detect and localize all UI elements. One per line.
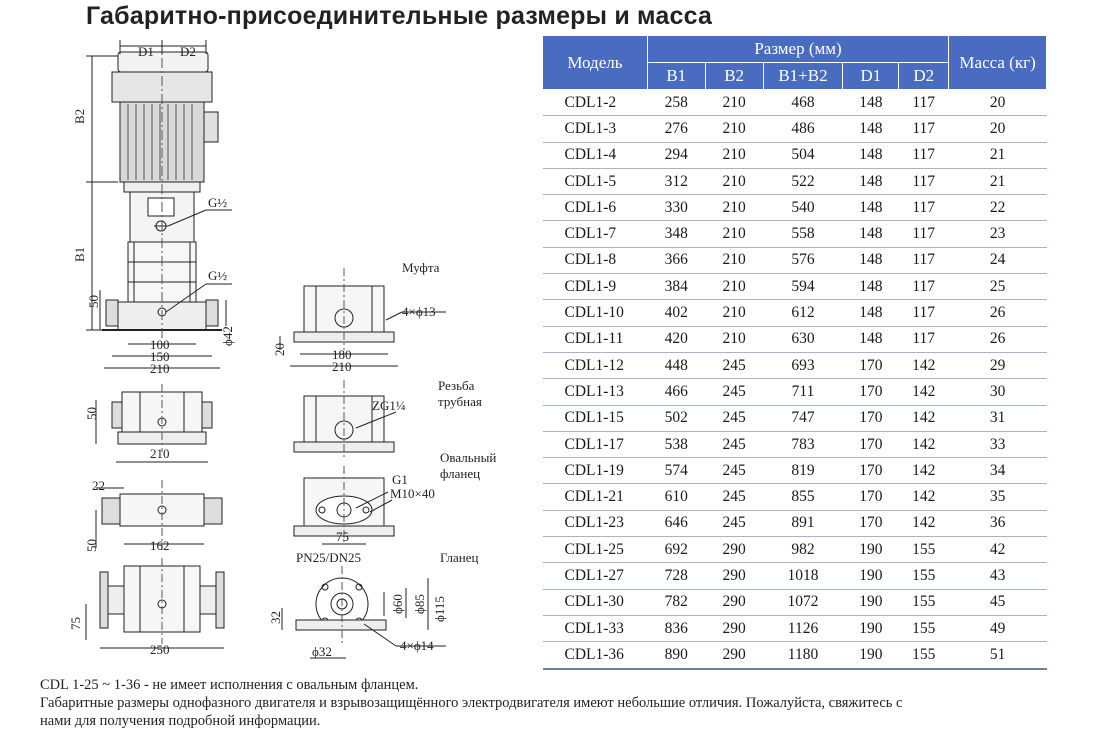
table-row: [543, 116, 1047, 142]
value-cell: 576: [763, 247, 843, 273]
label-holes-13: 4×ϕ13: [402, 304, 436, 319]
label-g-half-mid: G½: [208, 268, 228, 283]
value-cell: 891: [763, 510, 843, 536]
table-row: [543, 326, 1047, 352]
label-180: 180: [332, 347, 352, 362]
page-title: Габаритно-присоединительные размеры и масса: [86, 2, 713, 30]
value-cell: 290: [705, 563, 763, 589]
value-cell: 117: [899, 90, 949, 116]
thread-view: [294, 380, 396, 460]
label-oval-1: Овальный: [440, 450, 497, 465]
table-row: [543, 90, 1047, 116]
value-cell: 448: [647, 352, 705, 378]
value-cell: 630: [763, 326, 843, 352]
value-cell: 23: [949, 221, 1047, 247]
value-cell: 117: [899, 300, 949, 326]
value-cell: 290: [705, 642, 763, 669]
value-cell: 43: [949, 563, 1047, 589]
label-phi32: ϕ32: [312, 644, 332, 659]
model-cell: CDL1-10: [543, 300, 648, 326]
value-cell: 33: [949, 431, 1047, 457]
label-rezba-2: трубная: [438, 394, 482, 409]
value-cell: 142: [899, 510, 949, 536]
label-250: 250: [150, 642, 170, 657]
value-cell: 610: [647, 484, 705, 510]
value-cell: 148: [843, 221, 899, 247]
value-cell: 117: [899, 221, 949, 247]
value-cell: 148: [843, 326, 899, 352]
header-b1: B1: [647, 63, 705, 90]
value-cell: 170: [843, 352, 899, 378]
table-row: [543, 458, 1047, 484]
table-row: [543, 431, 1047, 457]
value-cell: 210: [705, 116, 763, 142]
value-cell: 330: [647, 195, 705, 221]
value-cell: 312: [647, 168, 705, 194]
value-cell: 148: [843, 195, 899, 221]
header-b1b2: B1+B2: [763, 63, 843, 90]
table-row: [543, 484, 1047, 510]
label-50: 50: [86, 295, 101, 308]
model-cell: CDL1-17: [543, 431, 648, 457]
value-cell: 155: [899, 537, 949, 563]
value-cell: 22: [949, 195, 1047, 221]
value-cell: 245: [705, 379, 763, 405]
table-row: [543, 405, 1047, 431]
value-cell: 486: [763, 116, 843, 142]
value-cell: 170: [843, 484, 899, 510]
value-cell: 26: [949, 300, 1047, 326]
value-cell: 819: [763, 458, 843, 484]
value-cell: 502: [647, 405, 705, 431]
label-pn: PN25/DN25: [296, 550, 362, 565]
value-cell: 468: [763, 90, 843, 116]
model-cell: CDL1-19: [543, 458, 648, 484]
model-cell: CDL1-30: [543, 589, 648, 615]
value-cell: 170: [843, 431, 899, 457]
model-cell: CDL1-33: [543, 615, 648, 641]
value-cell: 210: [705, 247, 763, 273]
model-cell: CDL1-21: [543, 484, 648, 510]
label-g1: G1: [392, 472, 408, 487]
value-cell: 155: [899, 563, 949, 589]
value-cell: 348: [647, 221, 705, 247]
value-cell: 384: [647, 274, 705, 300]
value-cell: 170: [843, 510, 899, 536]
value-cell: 21: [949, 142, 1047, 168]
value-cell: 117: [899, 116, 949, 142]
value-cell: 522: [763, 168, 843, 194]
header-d1: D1: [843, 63, 899, 90]
header-b2: B2: [705, 63, 763, 90]
label-g-half-top: G½: [208, 195, 228, 210]
label-b1: B1: [72, 246, 87, 262]
value-cell: 245: [705, 484, 763, 510]
label-d2: D2: [180, 44, 196, 59]
model-cell: CDL1-7: [543, 221, 648, 247]
value-cell: 117: [899, 195, 949, 221]
model-cell: CDL1-12: [543, 352, 648, 378]
table-row: [543, 300, 1047, 326]
label-50c: 50: [84, 539, 99, 552]
label-210b: 210: [332, 359, 352, 374]
value-cell: 170: [843, 405, 899, 431]
value-cell: 31: [949, 405, 1047, 431]
table-row: [543, 352, 1047, 378]
note-line-3: нами для получения подробной информации.: [40, 713, 321, 729]
value-cell: 245: [705, 458, 763, 484]
value-cell: 290: [705, 615, 763, 641]
value-cell: 290: [705, 589, 763, 615]
value-cell: 155: [899, 589, 949, 615]
model-cell: CDL1-4: [543, 142, 648, 168]
model-cell: CDL1-25: [543, 537, 648, 563]
model-cell: CDL1-36: [543, 642, 648, 669]
value-cell: 20: [949, 116, 1047, 142]
value-cell: 210: [705, 168, 763, 194]
note-line-1: CDL 1-25 ~ 1-36 - не имеет исполнения с овальным фланцем.: [40, 677, 419, 693]
label-holes-14: 4×ϕ14: [400, 638, 434, 653]
value-cell: 747: [763, 405, 843, 431]
value-cell: 30: [949, 379, 1047, 405]
value-cell: 540: [763, 195, 843, 221]
table-row: [543, 142, 1047, 168]
label-m10: M10×40: [390, 486, 435, 501]
table-row: [543, 195, 1047, 221]
label-phi115: ϕ115: [432, 596, 447, 622]
label-100: 100: [150, 337, 170, 352]
value-cell: 142: [899, 379, 949, 405]
value-cell: 245: [705, 510, 763, 536]
value-cell: 728: [647, 563, 705, 589]
model-cell: CDL1-15: [543, 405, 648, 431]
value-cell: 245: [705, 431, 763, 457]
table-row: [543, 615, 1047, 641]
label-75: 75: [336, 529, 349, 544]
table-row: [543, 221, 1047, 247]
spec-table-body: [543, 90, 1047, 669]
model-cell: CDL1-23: [543, 510, 648, 536]
value-cell: 190: [843, 615, 899, 641]
value-cell: 117: [899, 247, 949, 273]
table-row: [543, 247, 1047, 273]
label-rezba-1: Резьба: [438, 378, 475, 393]
technical-drawing: [0, 0, 540, 680]
value-cell: 21: [949, 168, 1047, 194]
label-162: 162: [150, 538, 170, 553]
header-d2: D2: [899, 63, 949, 90]
label-phi85: ϕ85: [412, 594, 427, 614]
label-flanec: Гланец: [440, 550, 479, 565]
value-cell: 1072: [763, 589, 843, 615]
value-cell: 148: [843, 274, 899, 300]
label-phi60: ϕ60: [390, 594, 405, 614]
pump-view-4: [86, 558, 224, 648]
header-model: Модель: [543, 36, 648, 90]
label-210c: 210: [150, 446, 170, 461]
value-cell: 210: [705, 195, 763, 221]
value-cell: 117: [899, 274, 949, 300]
value-cell: 245: [705, 352, 763, 378]
value-cell: 692: [647, 537, 705, 563]
model-cell: CDL1-6: [543, 195, 648, 221]
value-cell: 210: [705, 274, 763, 300]
label-muft: Муфта: [402, 260, 440, 275]
value-cell: 210: [705, 90, 763, 116]
value-cell: 402: [647, 300, 705, 326]
label-32: 32: [268, 611, 283, 624]
label-phi42: ϕ42: [220, 326, 235, 346]
value-cell: 24: [949, 247, 1047, 273]
label-zg: ZG1¼: [372, 398, 406, 413]
model-cell: CDL1-9: [543, 274, 648, 300]
label-210: 210: [150, 361, 170, 376]
table-row: [543, 563, 1047, 589]
table-row: [543, 642, 1047, 669]
value-cell: 148: [843, 90, 899, 116]
value-cell: 210: [705, 142, 763, 168]
label-b2: B2: [72, 108, 87, 124]
value-cell: 148: [843, 142, 899, 168]
value-cell: 42: [949, 537, 1047, 563]
value-cell: 538: [647, 431, 705, 457]
value-cell: 982: [763, 537, 843, 563]
value-cell: 155: [899, 615, 949, 641]
value-cell: 142: [899, 405, 949, 431]
value-cell: 25: [949, 274, 1047, 300]
value-cell: 711: [763, 379, 843, 405]
table-row: [543, 274, 1047, 300]
value-cell: 294: [647, 142, 705, 168]
value-cell: 190: [843, 537, 899, 563]
value-cell: 148: [843, 116, 899, 142]
value-cell: 276: [647, 116, 705, 142]
value-cell: 258: [647, 90, 705, 116]
value-cell: 290: [705, 537, 763, 563]
value-cell: 148: [843, 300, 899, 326]
value-cell: 142: [899, 352, 949, 378]
value-cell: 170: [843, 458, 899, 484]
value-cell: 142: [899, 458, 949, 484]
label-d1: D1: [138, 44, 154, 59]
value-cell: 783: [763, 431, 843, 457]
value-cell: 245: [705, 405, 763, 431]
model-cell: CDL1-11: [543, 326, 648, 352]
value-cell: 117: [899, 168, 949, 194]
header-mass: Масса (кг): [949, 36, 1047, 90]
value-cell: 51: [949, 642, 1047, 669]
value-cell: 420: [647, 326, 705, 352]
model-cell: CDL1-27: [543, 563, 648, 589]
value-cell: 594: [763, 274, 843, 300]
value-cell: 612: [763, 300, 843, 326]
value-cell: 20: [949, 90, 1047, 116]
value-cell: 210: [705, 221, 763, 247]
label-oval-2: фланец: [440, 466, 481, 481]
table-row: [543, 510, 1047, 536]
value-cell: 855: [763, 484, 843, 510]
table-row: [543, 537, 1047, 563]
value-cell: 34: [949, 458, 1047, 484]
label-50b: 50: [84, 407, 99, 420]
value-cell: 117: [899, 142, 949, 168]
value-cell: 836: [647, 615, 705, 641]
value-cell: 646: [647, 510, 705, 536]
label-75b: 75: [68, 617, 83, 630]
value-cell: 35: [949, 484, 1047, 510]
note-line-2: Габаритные размеры однофазного двигателя и взрывозащищённого электродвигателя имеют небольшие отличия. Пожалуйста, свяжитесь с: [40, 695, 903, 711]
model-cell: CDL1-13: [543, 379, 648, 405]
value-cell: 148: [843, 168, 899, 194]
label-22: 22: [92, 478, 105, 493]
value-cell: 1180: [763, 642, 843, 669]
value-cell: 210: [705, 326, 763, 352]
value-cell: 155: [899, 642, 949, 669]
table-row: [543, 168, 1047, 194]
value-cell: 142: [899, 431, 949, 457]
table-row: [543, 589, 1047, 615]
value-cell: 29: [949, 352, 1047, 378]
header-size-group: Размер (мм): [647, 36, 948, 63]
table-row: [543, 379, 1047, 405]
value-cell: 1126: [763, 615, 843, 641]
value-cell: 782: [647, 589, 705, 615]
label-150: 150: [150, 349, 170, 364]
value-cell: 693: [763, 352, 843, 378]
value-cell: 1018: [763, 563, 843, 589]
spec-table: [542, 35, 1047, 670]
value-cell: 148: [843, 247, 899, 273]
value-cell: 574: [647, 458, 705, 484]
value-cell: 190: [843, 589, 899, 615]
value-cell: 366: [647, 247, 705, 273]
label-20: 20: [272, 343, 287, 356]
value-cell: 210: [705, 300, 763, 326]
model-cell: CDL1-8: [543, 247, 648, 273]
value-cell: 117: [899, 326, 949, 352]
value-cell: 170: [843, 379, 899, 405]
value-cell: 466: [647, 379, 705, 405]
model-cell: CDL1-3: [543, 116, 648, 142]
value-cell: 558: [763, 221, 843, 247]
model-cell: CDL1-2: [543, 90, 648, 116]
value-cell: 190: [843, 642, 899, 669]
value-cell: 26: [949, 326, 1047, 352]
value-cell: 504: [763, 142, 843, 168]
value-cell: 45: [949, 589, 1047, 615]
value-cell: 49: [949, 615, 1047, 641]
value-cell: 36: [949, 510, 1047, 536]
value-cell: 890: [647, 642, 705, 669]
value-cell: 142: [899, 484, 949, 510]
model-cell: CDL1-5: [543, 168, 648, 194]
value-cell: 190: [843, 563, 899, 589]
